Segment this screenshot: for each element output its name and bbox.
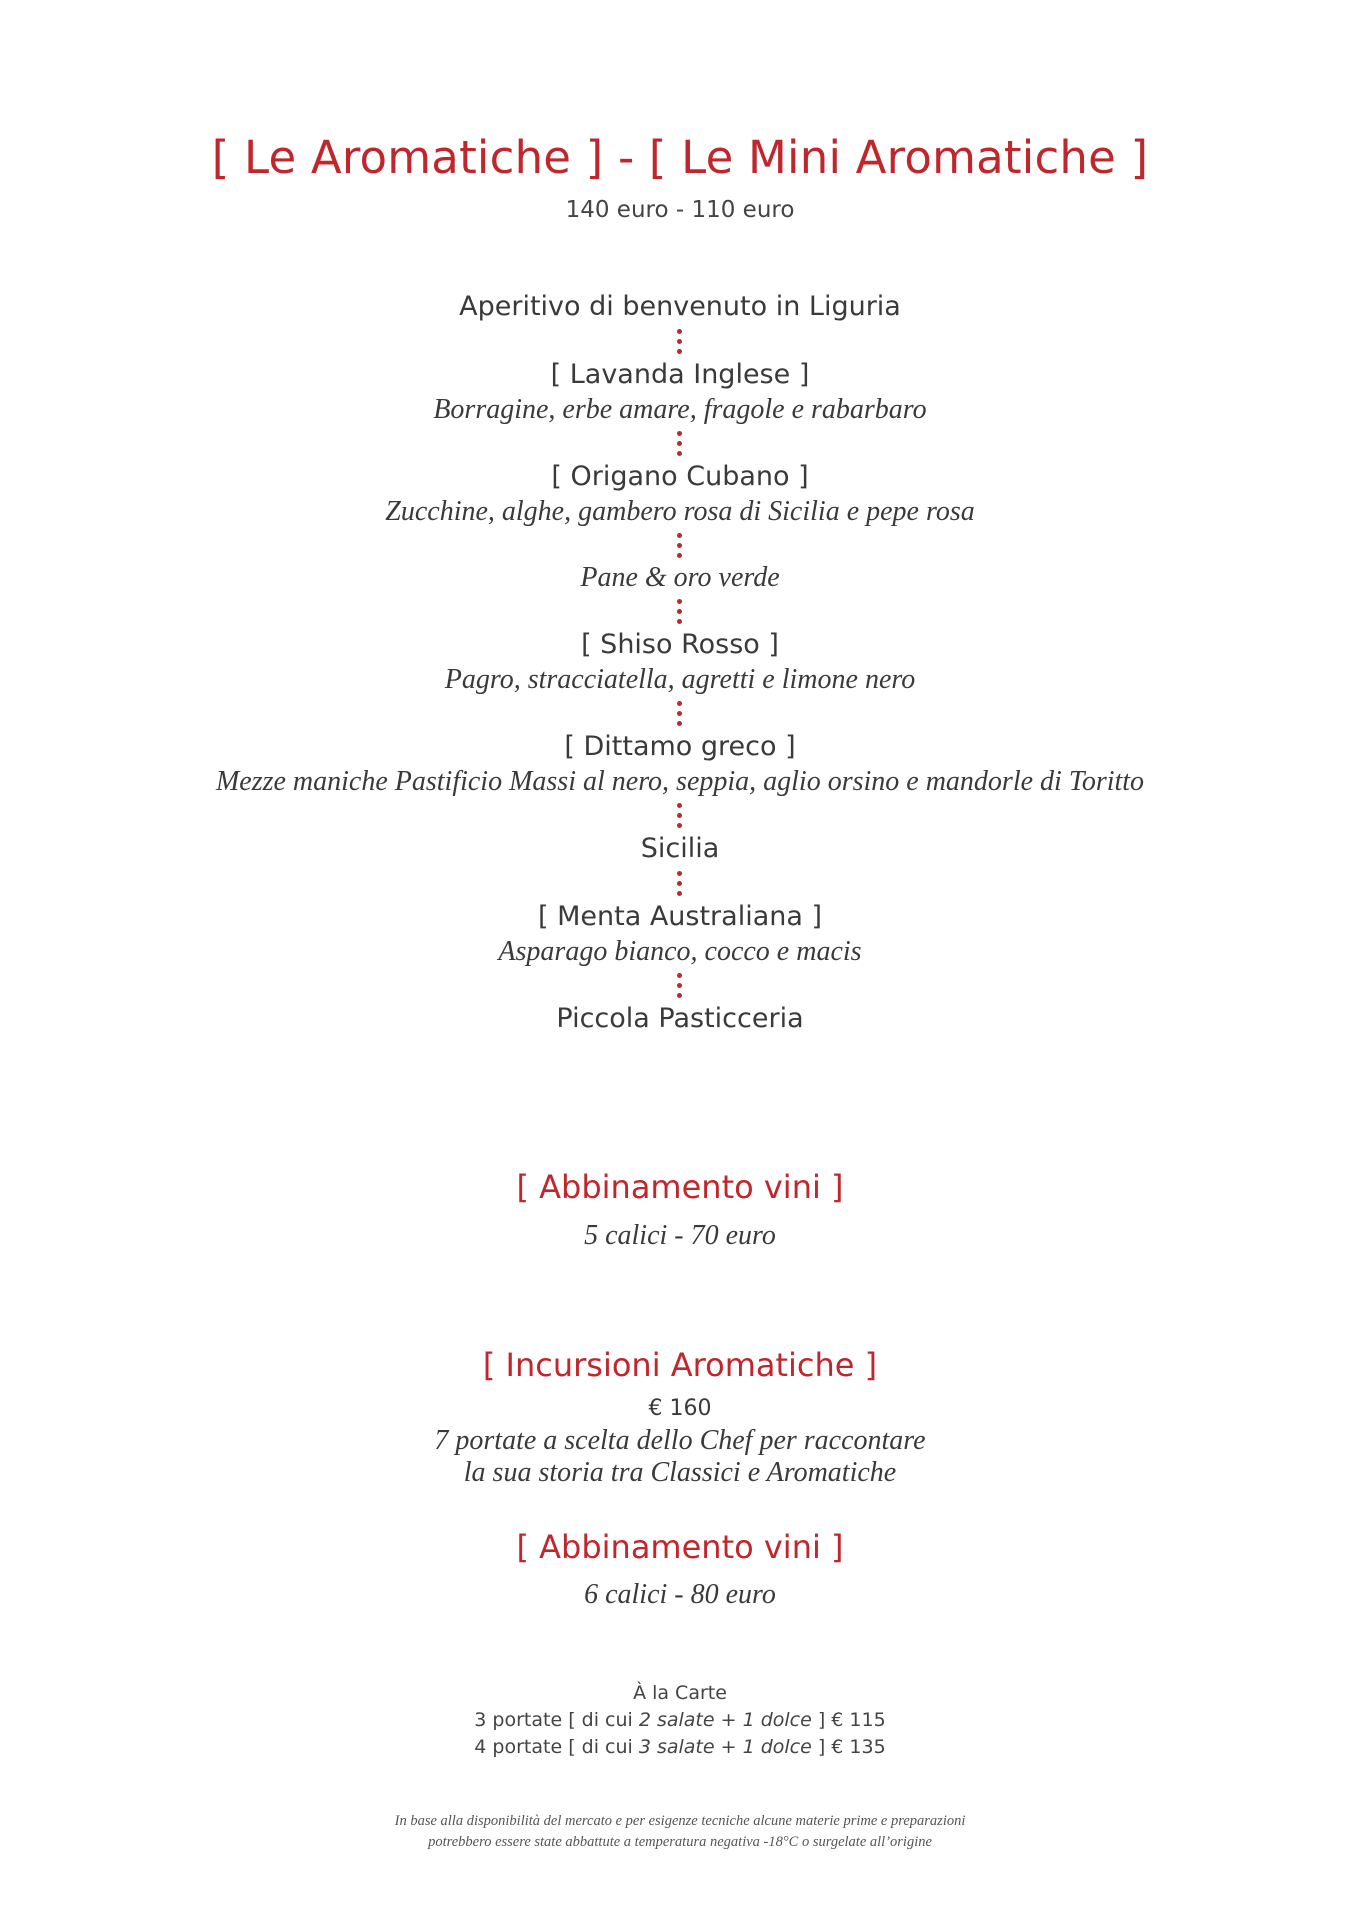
dot-separator — [0, 969, 1360, 1001]
footnote-line: potrebbero essere state abbattute a temperatura negativa -18°C o surgelate all’origine — [428, 1834, 932, 1850]
a-la-carte-option — [0, 1707, 1360, 1734]
dot-separator — [0, 427, 1360, 459]
option-price: ] € 135 — [811, 1736, 886, 1758]
wine-pairing-price: 5 calici - 70 euro — [584, 1220, 776, 1251]
course-description: Mezze maniche Pastificio Massi al nero, seppia, aglio orsino e mandorle di Toritto — [215, 766, 1145, 797]
course-list — [0, 289, 1360, 1037]
incursioni-title: [ Incursioni Aromatiche ] — [482, 1346, 878, 1384]
aperitivo: Aperitivo di benvenuto in Liguria — [459, 291, 901, 322]
incursioni-description-line: la sua storia tra Classici e Aromatiche — [463, 1457, 897, 1488]
option-prefix: 3 portate [ di cui — [474, 1709, 639, 1731]
dot-separator — [0, 867, 1360, 899]
incursioni-description-line: 7 portate a scelta dello Chef per raccontare — [434, 1425, 926, 1456]
dot-separator — [0, 697, 1360, 729]
course-description: Pagro, stracciatella, agretti e limone nero — [444, 664, 916, 695]
finale-course: Piccola Pasticceria — [556, 1003, 804, 1034]
course-description: Borragine, erbe amare, fragole e rabarbaro — [433, 394, 927, 425]
option-detail: 3 salate + 1 dolce — [638, 1736, 812, 1758]
wine-pairing-price: 6 calici - 80 euro — [584, 1579, 776, 1610]
course-title: [ Dittamo greco ] — [564, 731, 796, 762]
footnote — [0, 1811, 1360, 1853]
dot-separator — [0, 799, 1360, 831]
wine-pairing-title: [ Abbinamento vini ] — [516, 1528, 844, 1566]
bread-course: Pane & oro verde — [580, 562, 780, 593]
course-description: Asparago bianco, cocco e macis — [498, 936, 862, 967]
option-prefix: 4 portate [ di cui — [474, 1736, 639, 1758]
course-title: [ Origano Cubano ] — [551, 461, 809, 492]
a-la-carte-title: À la Carte — [633, 1682, 727, 1704]
wine-pairing-title: [ Abbinamento vini ] — [516, 1168, 844, 1206]
incursioni-description — [0, 1425, 1360, 1489]
menu-price: 140 euro - 110 euro — [565, 197, 795, 223]
course-title: Sicilia — [640, 833, 720, 864]
a-la-carte-option — [0, 1734, 1360, 1761]
dot-separator — [0, 595, 1360, 627]
footnote-line: In base alla disponibilità del mercato e per esigenze tecniche alcune materie prime e preparazioni — [394, 1813, 966, 1829]
course-title: [ Menta Australiana ] — [537, 901, 823, 932]
menu-title: [ Le Aromatiche ] - [ Le Mini Aromatiche ] — [211, 131, 1149, 184]
dot-separator — [0, 325, 1360, 357]
option-price: ] € 115 — [811, 1709, 886, 1731]
course-title: [ Lavanda Inglese ] — [550, 359, 810, 390]
a-la-carte — [0, 1680, 1360, 1761]
option-detail: 2 salate + 1 dolce — [638, 1709, 812, 1731]
dot-separator — [0, 529, 1360, 561]
course-title: [ Shiso Rosso ] — [581, 629, 779, 660]
course-description: Zucchine, alghe, gambero rosa di Sicilia e pepe rosa — [385, 496, 975, 527]
incursioni-price: € 160 — [648, 1396, 712, 1421]
